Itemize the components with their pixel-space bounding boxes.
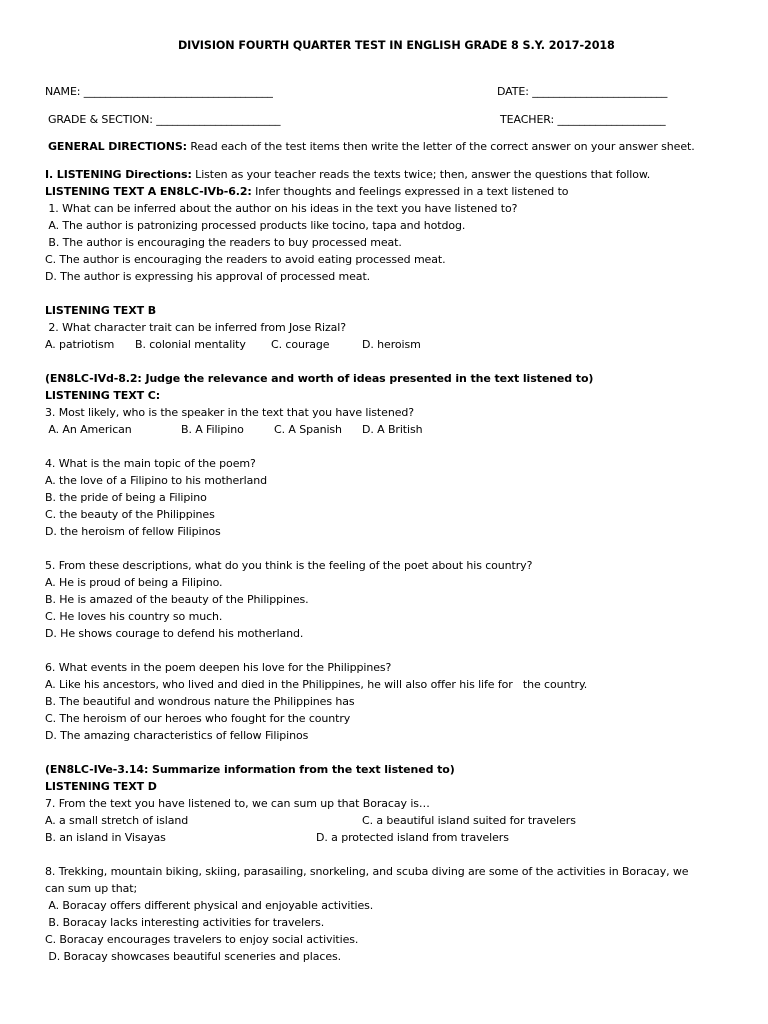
listening-text-a-heading (45, 184, 568, 199)
question-6-option-c: C. The heroism of our heroes who fought for the country (45, 712, 351, 725)
question-5-option-c: C. He loves his country so much. (45, 610, 223, 623)
question-6-option-d: D. The amazing characteristics of fellow Filipinos (45, 729, 309, 742)
question-6-stem: 6. What events in the poem deepen his love for the Philippines? (45, 661, 392, 674)
question-1-option-b: B. The author is encouraging the readers to buy processed meat. (45, 236, 402, 249)
question-7-option-d: D. a protected island from travelers (316, 831, 509, 844)
question-1-option-c: C. The author is encouraging the readers to avoid eating processed meat. (45, 253, 446, 266)
question-1-option-d: D. The author is expressing his approval of processed meat. (45, 270, 371, 283)
question-7-stem: 7. From the text you have listened to, we can sum up that Boracay is… (45, 797, 430, 810)
date-field: DATE: _________________________ (497, 85, 668, 98)
question-7-option-c: C. a beautiful island suited for travelers (362, 814, 576, 827)
question-5-option-a: A. He is proud of being a Filipino. (45, 576, 223, 589)
question-6-option-b: B. The beautiful and wondrous nature the Philippines has (45, 695, 355, 708)
listening-heading-text: Listen as your teacher reads the texts twice; then, answer the questions that follow. (191, 168, 651, 181)
question-2-option-b: B. colonial mentality (135, 338, 246, 351)
question-3-option-d: D. A British (362, 423, 423, 436)
question-1-stem: 1. What can be inferred about the author on his ideas in the text you have listened to? (45, 202, 518, 215)
question-2-option-d: D. heroism (362, 338, 421, 351)
question-2-option-a: A. patriotism (45, 338, 115, 351)
grade-section-field: GRADE & SECTION: _______________________ (48, 113, 281, 126)
question-8-stem-line-2: can sum up that; (45, 882, 138, 895)
listening-text-d-competency: (EN8LC-IVe-3.14: Summarize information from the text listened to) (45, 763, 455, 776)
question-4-option-a: A. the love of a Filipino to his motherland (45, 474, 267, 487)
question-8-option-a: A. Boracay offers different physical and enjoyable activities. (45, 899, 374, 912)
question-5-stem: 5. From these descriptions, what do you think is the feeling of the poet about his country? (45, 559, 533, 572)
teacher-field: TEACHER: ____________________ (500, 113, 666, 126)
listening-heading (45, 167, 650, 182)
question-3-stem: 3. Most likely, who is the speaker in the text that you have listened? (45, 406, 414, 419)
question-3-option-c: C. A Spanish (274, 423, 342, 436)
question-3-option-b: B. A Filipino (181, 423, 244, 436)
general-directions-label: GENERAL DIRECTIONS: (48, 140, 187, 153)
question-2-option-c: C. courage (271, 338, 330, 351)
question-5-option-d: D. He shows courage to defend his motherland. (45, 627, 304, 640)
question-1-option-a: A. The author is patronizing processed products like tocino, tapa and hotdog. (45, 219, 466, 232)
listening-text-c-competency: (EN8LC-IVd-8.2: Judge the relevance and worth of ideas presented in the text listened to) (45, 372, 594, 385)
listening-text-a-competency: Infer thoughts and feelings expressed in a text listened to (251, 185, 569, 198)
listening-heading-label: I. LISTENING Directions: (45, 168, 192, 181)
question-5-option-b: B. He is amazed of the beauty of the Philippines. (45, 593, 309, 606)
question-8-option-d: D. Boracay showcases beautiful sceneries and places. (45, 950, 342, 963)
question-8-option-c: C. Boracay encourages travelers to enjoy social activities. (45, 933, 359, 946)
question-4-stem: 4. What is the main topic of the poem? (45, 457, 256, 470)
question-4-option-c: C. the beauty of the Philippines (45, 508, 215, 521)
name-field: NAME: ___________________________________ (45, 85, 273, 98)
question-2-stem: 2. What character trait can be inferred from Jose Rizal? (45, 321, 347, 334)
question-8-option-b: B. Boracay lacks interesting activities for travelers. (45, 916, 325, 929)
question-4-option-b: B. the pride of being a Filipino (45, 491, 207, 504)
listening-text-a-label: LISTENING TEXT A EN8LC-IVb-6.2: (45, 185, 252, 198)
test-title: DIVISION FOURTH QUARTER TEST IN ENGLISH GRADE 8 S.Y. 2017-2018 (178, 39, 615, 52)
general-directions-text: Read each of the test items then write the letter of the correct answer on your answer sheet. (186, 140, 695, 153)
question-7-option-a: A. a small stretch of island (45, 814, 189, 827)
listening-text-d-label: LISTENING TEXT D (45, 780, 157, 793)
general-directions (48, 139, 695, 154)
question-4-option-d: D. the heroism of fellow Filipinos (45, 525, 221, 538)
question-8-stem-line-1: 8. Trekking, mountain biking, skiing, parasailing, snorkeling, and scuba diving are some of the activities in Boracay, we (45, 865, 689, 878)
listening-text-c-label: LISTENING TEXT C: (45, 389, 161, 402)
question-3-option-a: A. An American (45, 423, 132, 436)
question-6-option-a: A. Like his ancestors, who lived and died in the Philippines, he will also offer his life for the country. (45, 678, 588, 691)
question-7-option-b: B. an island in Visayas (45, 831, 166, 844)
listening-text-b-label: LISTENING TEXT B (45, 304, 157, 317)
